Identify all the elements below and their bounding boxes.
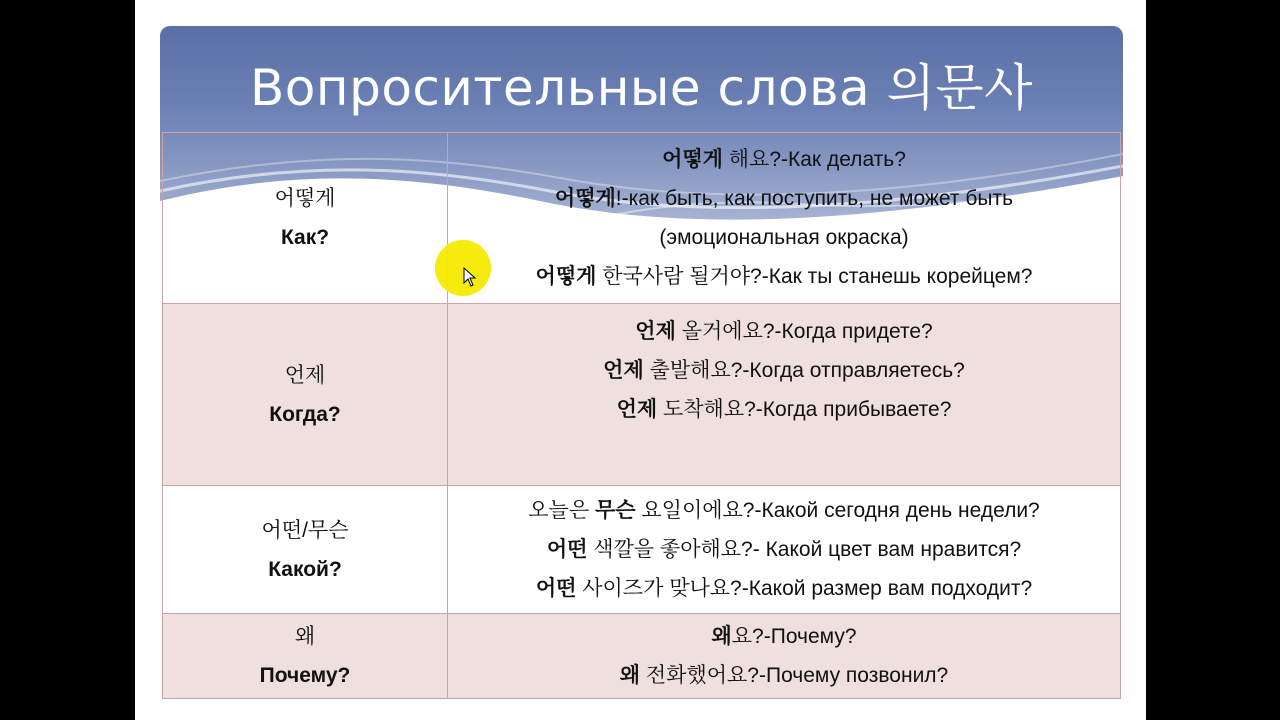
question-word-cell — [163, 133, 448, 304]
example-line: 어떤 사이즈가 맞나요?-Какой размер вам подходит? — [535, 577, 1033, 600]
example-line: 어떻게 한국사람 될거야?-Как ты станешь корейцем? — [535, 265, 1033, 288]
table-row — [163, 614, 1121, 699]
examples-cell — [448, 133, 1121, 304]
russian-word: Когда? — [269, 402, 341, 426]
table-row — [163, 304, 1121, 486]
example-line: 언제 도착해요?-Когда прибываете? — [616, 398, 952, 421]
question-word-cell — [163, 304, 448, 486]
examples-cell — [448, 614, 1121, 699]
korean-word: 어떻게 — [274, 187, 336, 210]
example-line: 언제 올거에요?-Когда придете? — [635, 320, 933, 343]
korean-word: 언제 — [284, 363, 326, 387]
russian-word: Как? — [280, 226, 330, 249]
question-words-table — [162, 132, 1121, 699]
example-line: 어떤 색깔을 좋아해요?- Какой цвет вам нравится? — [546, 538, 1022, 561]
example-line: 어떻게!-как быть, как поступить, не может быть — [554, 187, 1014, 210]
example-line: 오늘은 무슨 요일이에요?-Какой сегодня день недели? — [528, 499, 1040, 522]
examples-cell — [448, 486, 1121, 614]
russian-word: Какой? — [268, 557, 342, 581]
example-line: (эмоциональная окраска) — [659, 226, 909, 249]
korean-word: 어떤/무슨 — [261, 518, 349, 542]
example-line: 왜요?-Почему? — [711, 625, 857, 648]
example-line: 왜 전화했어요?-Почему позвонил? — [619, 664, 949, 687]
korean-word: 왜 — [294, 625, 316, 648]
russian-word: Почему? — [259, 664, 351, 687]
slide-title: Вопросительные слова 의문사 — [250, 59, 1033, 117]
example-line: 어떻게 해요?-Как делать? — [662, 148, 906, 171]
table-row — [163, 486, 1121, 614]
mouse-pointer-icon — [463, 267, 477, 287]
table-row — [163, 133, 1121, 304]
question-word-cell — [163, 614, 448, 699]
example-line: 언제 출발해요?-Когда отправляетесь? — [603, 359, 965, 382]
examples-cell — [448, 304, 1121, 486]
question-word-cell — [163, 486, 448, 614]
